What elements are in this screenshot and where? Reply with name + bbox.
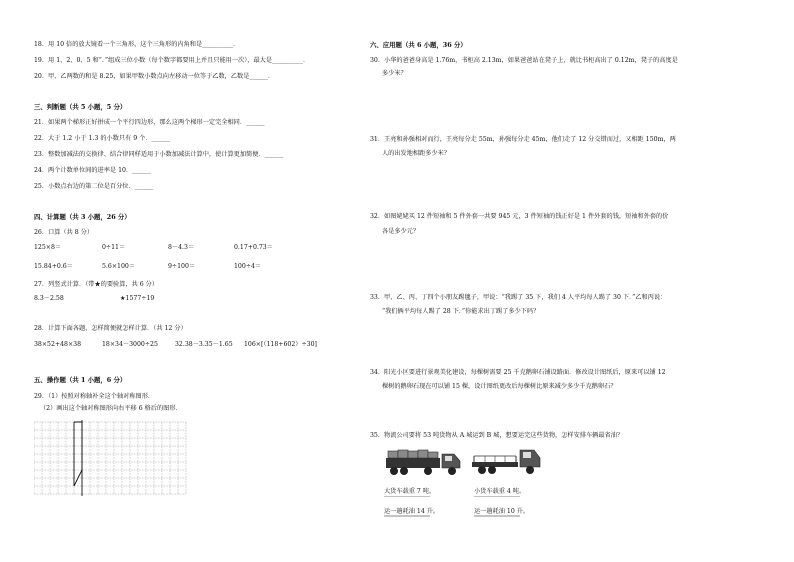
oral-item: 5.6×100＝ (102, 263, 136, 270)
oral-item: 0.17+0.73＝ (234, 244, 273, 251)
oral-item: 125×8＝ (34, 244, 62, 251)
question-32-line-1: 32．如图姥姥买 12 件短袖和 5 件外套一共要 945 元，3 件短袖的钱正好是 1 件外套的钱，短袖和外套的价 (370, 213, 669, 220)
section-5-title: 五、操作题（共 1 小题，6 分） (34, 376, 127, 384)
grid-figure (34, 418, 194, 498)
big-truck-icon (384, 446, 464, 478)
vertical-calc-item: ★1577÷19 (120, 295, 155, 302)
caption-underlines (384, 496, 554, 522)
question-31-line-1: 31．王亮和孙强相对而行，王亮每分走 55m，孙强每分走 45m，他们走了 12 分交错而过，又相距 150m，两 (370, 136, 676, 143)
calc-item: 106×[（118+602）÷30] (244, 341, 317, 348)
big-truck-capacity: 大货车载重 7 吨。 (384, 488, 436, 495)
section-4-title: 四、计算题（共 3 小题，26 分） (34, 213, 131, 221)
question-21: 21．如果两个梯形正好拼成一个平行四边形，那么这两个梯形一定完全相同．______ (34, 119, 265, 126)
question-29-part-2: （2）画出这个轴对称图形向右平移 6 格后的图形． (40, 405, 182, 412)
question-35: 35．物流公司要将 53 吨货物从 A 城运到 B 城，想要运完这些货物，怎样安排车辆最省油？ (370, 432, 624, 439)
big-truck-fuel: 运一趟耗油 14 升。 (384, 508, 440, 515)
vertical-calc-item: 8.3－2.58 (34, 295, 64, 302)
question-30-line-1: 30．小华的爸爸身高是 1.76m，书柜高 2.13m，如果爸爸站在凳子上，就比书柜高出了 0.12m，凳子的高度是 (370, 57, 678, 64)
question-31-line-2: 人的出发地相距多少米？ (382, 150, 451, 157)
question-18: 18．用 10 倍的放大镜看一个三角形，这个三角形的内角和是__________． (34, 41, 240, 48)
question-34-line-2: 棵树的鹅卵石现在可以铺 15 棵，设计图纸更改后每棵树比原来减少多少千克鹅卵石？ (382, 383, 617, 390)
question-27: 27．列竖式计算．（带★的要验算，共 6 分） (34, 281, 159, 288)
question-26: 26．口算（共 8 分） (34, 229, 94, 236)
calc-item: 38×52+48×38 (34, 341, 82, 348)
question-32-line-2: 各是多少元？ (382, 228, 420, 235)
question-22: 22．大于 1.2 小于 1.3 的小数只有 9 个．______ (34, 135, 171, 142)
question-33-line-2: “我们俩平均每人踢了 28 下．”你能求出丁踢了多少下吗？ (382, 308, 540, 315)
question-30-line-2: 多少米？ (382, 70, 407, 77)
question-23: 23．整数加减法的交换律、结合律同样适用于小数加减法计算中，使计算更加简便．______ (34, 151, 284, 158)
oral-item: 9÷100＝ (168, 263, 196, 270)
oral-item: 100÷4＝ (234, 263, 262, 270)
question-28: 28．计算下面各题，怎样简便就怎样计算．（共 12 分） (34, 325, 187, 332)
question-34-line-1: 34．阳光小区要进行景观美化建设，每棵树需要 25 千克鹅卵石铺设路面．修改设计图纸后，原来可以铺 12 (370, 369, 666, 376)
question-25: 25．小数点右边的第二位是百分位．______ (34, 183, 154, 190)
calc-item: 18×34－3000÷25 (102, 341, 158, 348)
calc-item: 32.38－3.35－1.65 (175, 341, 233, 348)
question-33-line-1: 33．甲、乙、丙、丁四个小朋友踢毽子，甲说：“我踢了 35 下，我们 4 人平均每人踢了 30 下．”乙和丙说： (370, 294, 667, 301)
question-29: 29．（1）按照对称轴补全这个轴对称图形． (34, 393, 155, 400)
small-truck-capacity: 小货车载重 4 吨。 (474, 488, 526, 495)
small-truck-icon (470, 446, 544, 478)
section-6-title: 六、应用题（共 6 小题，36 分） (370, 41, 467, 49)
question-24: 24．两个计数单位间的进率是 10．______ (34, 167, 151, 174)
section-3-title: 三、判断题（共 5 小题，5 分） (34, 103, 127, 111)
oral-item: 0÷11＝ (102, 244, 126, 251)
question-19: 19．用 1、2、0、5 和“．”组成三位小数（每个数字都要用上并且只能用一次），最大是__________． (34, 57, 310, 64)
small-truck-fuel: 运一趟耗油 10 升。 (474, 508, 530, 515)
oral-item: 8－4.3＝ (168, 244, 195, 251)
question-20: 20．甲、乙两数的和是 8.25，如果甲数小数点向左移动一位等于乙数，乙数是______． (34, 73, 275, 80)
oral-item: 15.84+0.6＝ (34, 263, 73, 270)
